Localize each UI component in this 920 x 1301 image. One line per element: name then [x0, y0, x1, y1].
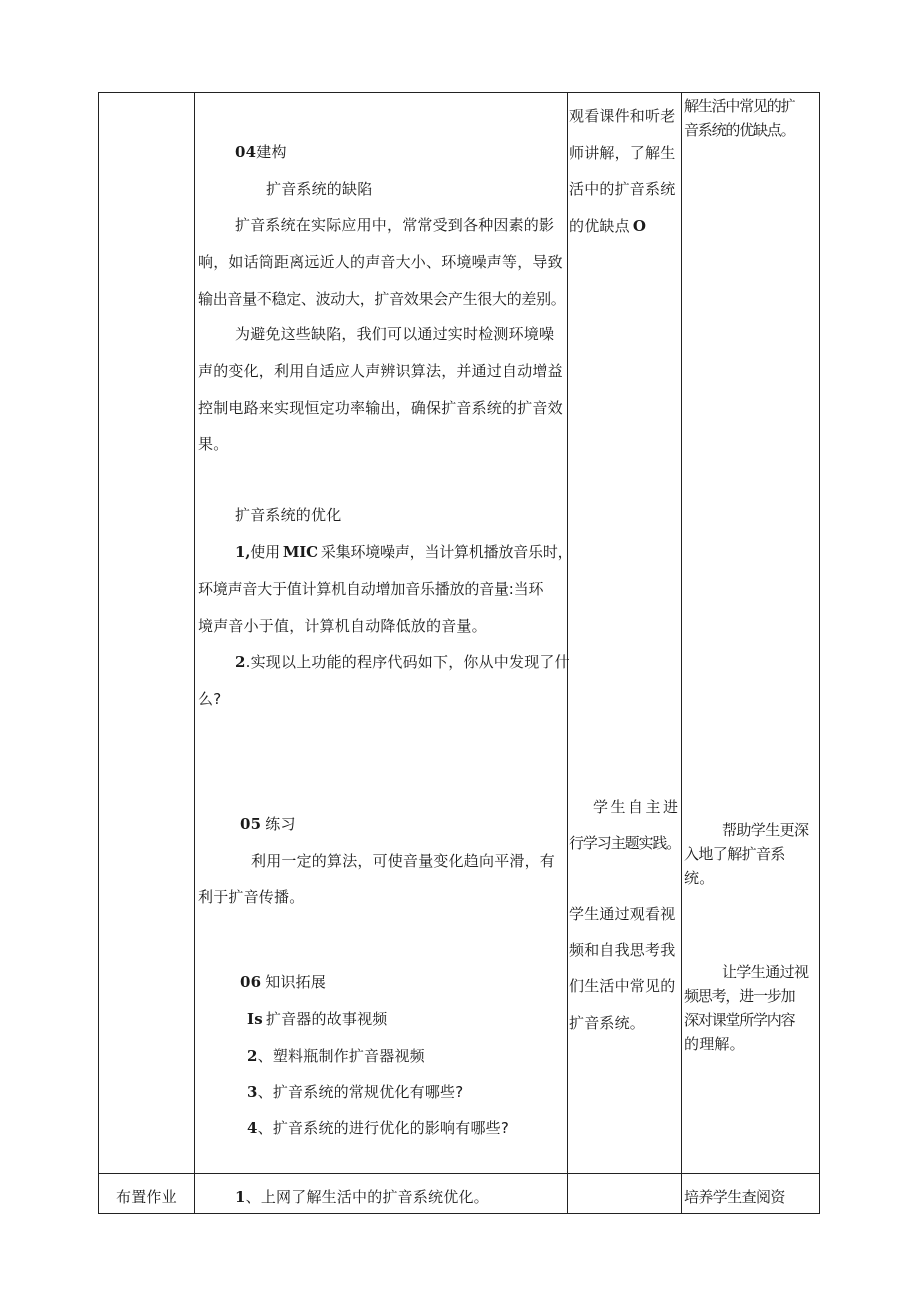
section-06-heading: 06 知识拓展: [240, 973, 327, 991]
design-intent-line: 深对课堂所学内容: [684, 1011, 795, 1029]
design-intent-line: 频思考，进一步加: [684, 987, 795, 1005]
homework-label: 布置作业: [116, 1188, 177, 1206]
optimization-item-2: 2.实现以上功能的程序代码如下，你从中发现了什: [235, 653, 570, 671]
row-divider-homework: [98, 1173, 820, 1174]
student-activity-line: 学生通过观看视: [569, 905, 676, 923]
knowledge-item-1: Is 扩音器的故事视频: [247, 1010, 388, 1028]
optimization-item-1-line: 环境声音大于值计算机自动增加音乐播放的音量:当环: [198, 580, 544, 598]
defects-title: 扩音系统的缺陷: [266, 180, 373, 198]
homework-content: 1、上网了解生活中的扩音系统优化。: [235, 1188, 489, 1206]
knowledge-item-4: 4、扩音系统的进行优化的影响有哪些?: [247, 1119, 510, 1137]
student-activity-line: 频和自我思考我: [569, 941, 676, 959]
column-divider-1: [194, 92, 195, 1214]
exercise-line: 利用一定的算法，可使音量变化趋向平滑，有: [251, 852, 556, 870]
knowledge-item-2: 2、塑料瓶制作扩音器视频: [247, 1047, 425, 1065]
student-activity-line: 行学习主题实践。: [569, 834, 681, 852]
design-intent-line: 帮助学生更深: [722, 821, 809, 839]
student-activity-line: 的优缺点 O: [569, 217, 647, 235]
defects-paragraph-line: 输出音量不稳定、波动大，扩音效果会产生很大的差别。: [198, 290, 566, 308]
optimization-item-1-line: 境声音小于值，计算机自动降低放的音量。: [198, 617, 487, 635]
column-divider-3: [681, 92, 682, 1214]
design-intent-line: 让学生通过视: [722, 963, 809, 981]
section-05-heading: 05 练习: [240, 815, 296, 833]
design-intent-line: 统。: [684, 869, 715, 887]
optimization-title: 扩音系统的优化: [235, 506, 342, 524]
avoid-paragraph-line: 为避免这些缺陷，我们可以通过实时检测环境噪: [235, 325, 555, 343]
design-intent-line: 解生活中常见的扩: [684, 97, 795, 115]
design-intent-line: 音系统的优缺点。: [684, 121, 795, 139]
defects-paragraph-line: 扩音系统在实际应用中，常常受到各种因素的影: [235, 216, 555, 234]
design-intent-line: 入地了解扩音系: [684, 845, 785, 863]
exercise-line: 利于扩音传播。: [198, 888, 305, 906]
knowledge-item-3: 3、扩音系统的常规优化有哪些?: [247, 1083, 464, 1101]
student-activity-line: 扩音系统。: [569, 1014, 646, 1032]
optimization-item-1: 1,使用 MIC 采集环境噪声，当计算机播放音乐时，: [235, 543, 573, 561]
student-activity-line: 师讲解，了解生: [569, 144, 676, 162]
student-activity-line: 观看课件和听老: [569, 107, 676, 125]
student-activity-line: 们生活中常见的: [569, 977, 676, 995]
student-activity-line: 活中的扩音系统: [569, 180, 676, 198]
defects-paragraph-line: 响，如话筒距离远近人的声音大小、环境噪声等，导致: [198, 253, 563, 271]
avoid-paragraph-line: 控制电路来实现恒定功率输出，确保扩音系统的扩音效: [198, 399, 563, 417]
avoid-paragraph-line: 声的变化，利用自适应人声辨识算法，并通过自动增益: [198, 362, 563, 380]
avoid-paragraph-line: 果。: [198, 435, 229, 453]
design-intent-line: 的理解。: [684, 1035, 745, 1053]
section-04-heading: 04建构: [235, 143, 287, 161]
optimization-item-2-line: 么?: [198, 690, 222, 708]
homework-intent: 培养学生查阅资: [684, 1188, 785, 1206]
student-activity-line: 学生自主进: [593, 798, 681, 816]
